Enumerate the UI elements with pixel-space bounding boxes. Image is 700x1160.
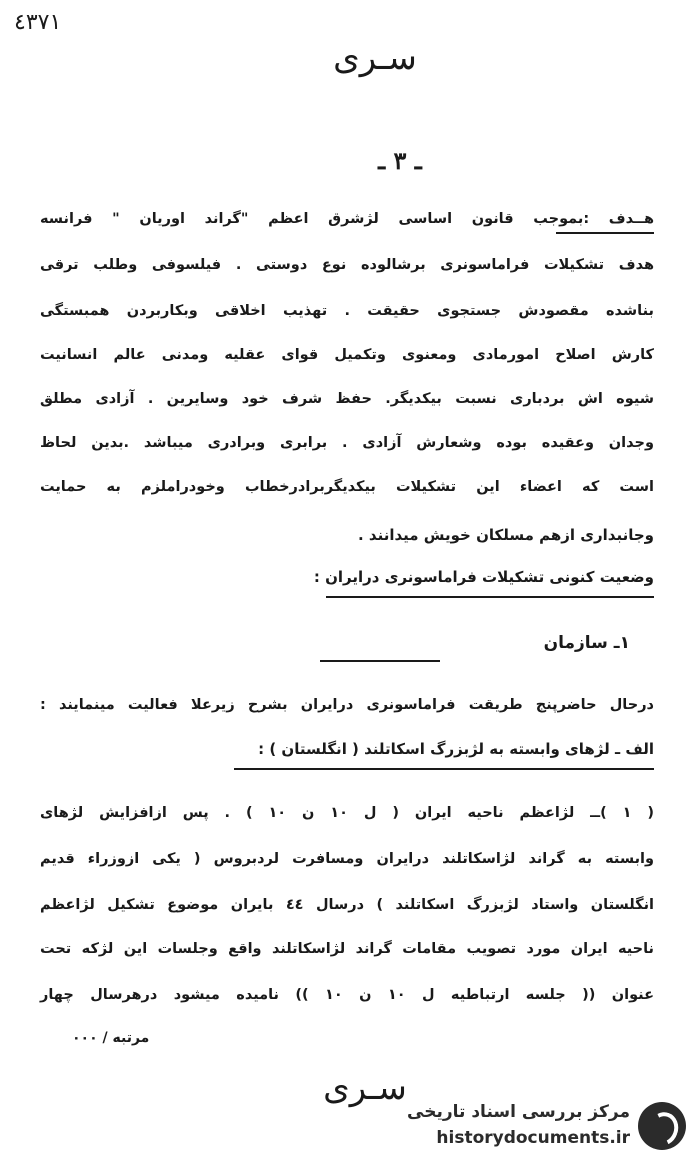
body-line: وجدان وعقیده بوده وشعارش آزادی . برابری وبرادری میباشد .بدین لحاظ [40,435,654,451]
classification-bottom: سـری [323,1068,407,1108]
body-line: انگلستان واستاد لژبزرگ اسکاتلند ) درسال ٤٤ بایران موضوع تشکیل لژاعظم [40,897,655,913]
section-heading: ۱ـ سازمان [543,633,630,653]
archive-logo-icon [638,1102,686,1150]
hadaf-underline [556,232,654,234]
body-line: وابسته به گراند لژاسکاتلند درایران ومسافرت لردبروس ( یکی ازوزراء قدیم [40,851,654,867]
body-line: شیوه اش بردباری نسبت بیکدیگر. حفظ شرف خود وسایرین . آزادی مطلق [40,391,654,407]
body-line: کارش اصلاح امورمادی ومعنوی وتکمیل قوای عقلیه ومدنی عالم انسانیت [40,347,654,363]
body-line: ( ١ )ــ لژاعظم ناحیه ایران ( ل ١٠ ن ١٠ ) . پس ازافزایش لژهای [40,805,654,821]
watermark-url: historydocuments.ir [436,1128,630,1148]
section-heading-underline [320,660,440,662]
body-line: ناحیه ایران مورد تصویب مقامات گراند لژاسکاتلند واقع وجلسات این لژکه تحت [40,941,654,957]
document-number: ٤٣٧١ [14,10,62,35]
intro-line: درحال حاضرپنج طریقت فراماسونری درایران بشرح زیرعلا فعالیت مینمایند : [40,697,654,713]
watermark-title: مرکز بررسی اسناد تاریخی [407,1102,630,1122]
archive-watermark [396,1098,686,1154]
subheading: الف ـ لژهای وابسته به لژبزرگ اسکاتلند ( انگلستان ) : [258,740,654,758]
page-number: ـ ٣ ـ [378,146,422,175]
body-line: است که اعضاء این تشکیلات بیکدیگربرادرخطاب وخودراملزم به حمایت [40,479,654,495]
body-line: بناشده مقصودش جستجوی حقیقت . تهذیب اخلاقی وبکاربردن همبستگی [40,303,654,319]
status-heading: وضعیت کنونی تشکیلات فراماسونری درایران : [313,568,654,586]
body-line: هدف تشکیلات فراماسونری برشالوده نوع دوستی . فیلسوفی وطلب ترقی [40,257,654,273]
status-heading-underline [326,596,654,598]
subheading-underline [234,768,654,770]
ranking-label: مرتبه / ٠٠٠ [72,1030,150,1046]
body-line: هــدف :بموجب قانون اساسی لژشرق اعظم "گراند اوریان " فرانسه [40,211,654,227]
body-line: عنوان (( جلسه ارتباطیه ل ١٠ ن ١٠ )) نامیده میشود درهرسال چهار [40,987,654,1003]
classification-top: سـری [333,38,417,78]
body-line: وجانبداری ازهم مسلکان خویش میدانند . [358,526,654,544]
